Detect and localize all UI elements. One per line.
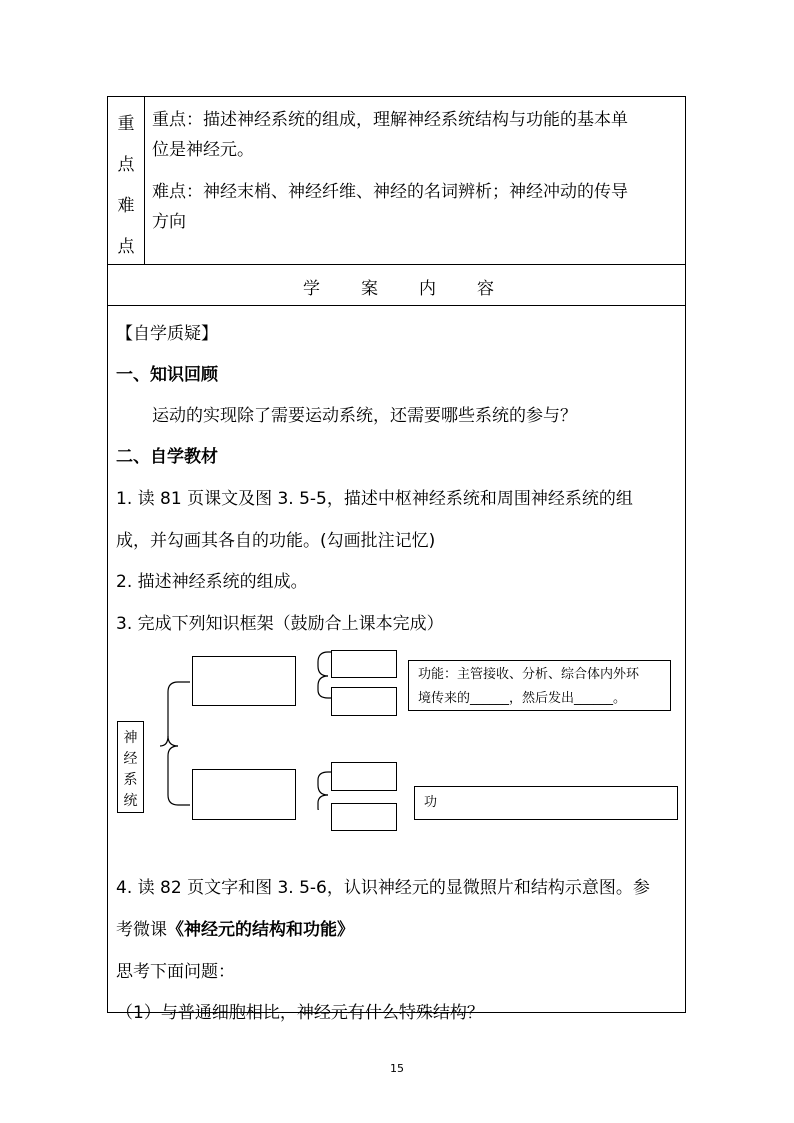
self-study-heading: 【自学质疑】 (116, 324, 218, 344)
root-char: 经 (123, 751, 138, 767)
item-2: 2. 描述神经系统的组成。 (116, 572, 308, 592)
label-char: 点 (117, 155, 135, 175)
item-4-cont (116, 915, 354, 940)
knowledge-framework-diagram (108, 640, 685, 810)
key-points-label (108, 97, 145, 264)
micro-lesson-title: 《神经元的结构和功能》 (167, 920, 354, 940)
section-title-row (108, 264, 685, 306)
key-point-line: 位是神经元。 (152, 140, 254, 160)
item-3: 3. 完成下列知识框架（鼓励合上课本完成） (116, 614, 444, 634)
think-prompt: 思考下面问题： (116, 962, 235, 982)
item-1-cont: 成，并勾画其各自的功能。(勾画批注记忆) (116, 531, 436, 551)
root-char: 统 (123, 793, 138, 809)
key-point-line: 重点：描述神经系统的组成，理解神经系统结构与功能的基本单 (152, 110, 628, 130)
key-points-text (152, 105, 680, 237)
title-char: 容 (477, 279, 494, 299)
root-char: 神 (123, 730, 138, 746)
nervous-system-box (117, 721, 144, 813)
blank-box-upper-b (331, 687, 397, 716)
item-1: 1. 读 81 页课文及图 3. 5-5，描述中枢神经系统和周围神经系统的组 (116, 489, 633, 509)
key-points-row (108, 97, 685, 265)
root-char: 系 (123, 772, 138, 788)
label-char: 重 (117, 114, 135, 134)
page-number: 15 (390, 1062, 404, 1075)
function-box-2 (414, 786, 678, 820)
item-4-text: 考微课 (116, 920, 167, 940)
blank-box-lower-a (331, 762, 397, 791)
title-char: 学 (303, 279, 320, 299)
title-char: 内 (419, 279, 436, 299)
difficulty-line: 难点：神经末梢、神经纤维、神经的名词辨析；神经冲动的传导 (152, 182, 628, 202)
review-heading: 一、知识回顾 (116, 365, 218, 385)
blank-box-upper (192, 656, 296, 706)
blank-box-lower (192, 769, 296, 820)
blank-box-upper-a (331, 650, 397, 678)
label-char: 点 (117, 237, 135, 257)
lesson-table (107, 96, 686, 1023)
title-char: 案 (361, 279, 378, 299)
function-box (408, 660, 671, 711)
review-question: 运动的实现除了需要运动系统，还需要哪些系统的参与？ (152, 406, 577, 426)
question-1: （1）与普通细胞相比，神经元有什么特殊结构？ (116, 1003, 484, 1023)
blank-box-lower-b (331, 803, 397, 831)
function-text: 功能：主管接收、分析、综合体内外环 (418, 667, 640, 682)
function-text: 境传来的______，然后发出______。 (418, 691, 627, 706)
function-text: 功 (424, 795, 438, 810)
self-study-material-heading: 二、自学教材 (116, 447, 218, 467)
label-char: 难 (117, 196, 135, 216)
item-4: 4. 读 82 页文字和图 3. 5-6，认识神经元的显微照片和结构示意图。参 (116, 878, 650, 898)
difficulty-line: 方向 (152, 212, 186, 232)
